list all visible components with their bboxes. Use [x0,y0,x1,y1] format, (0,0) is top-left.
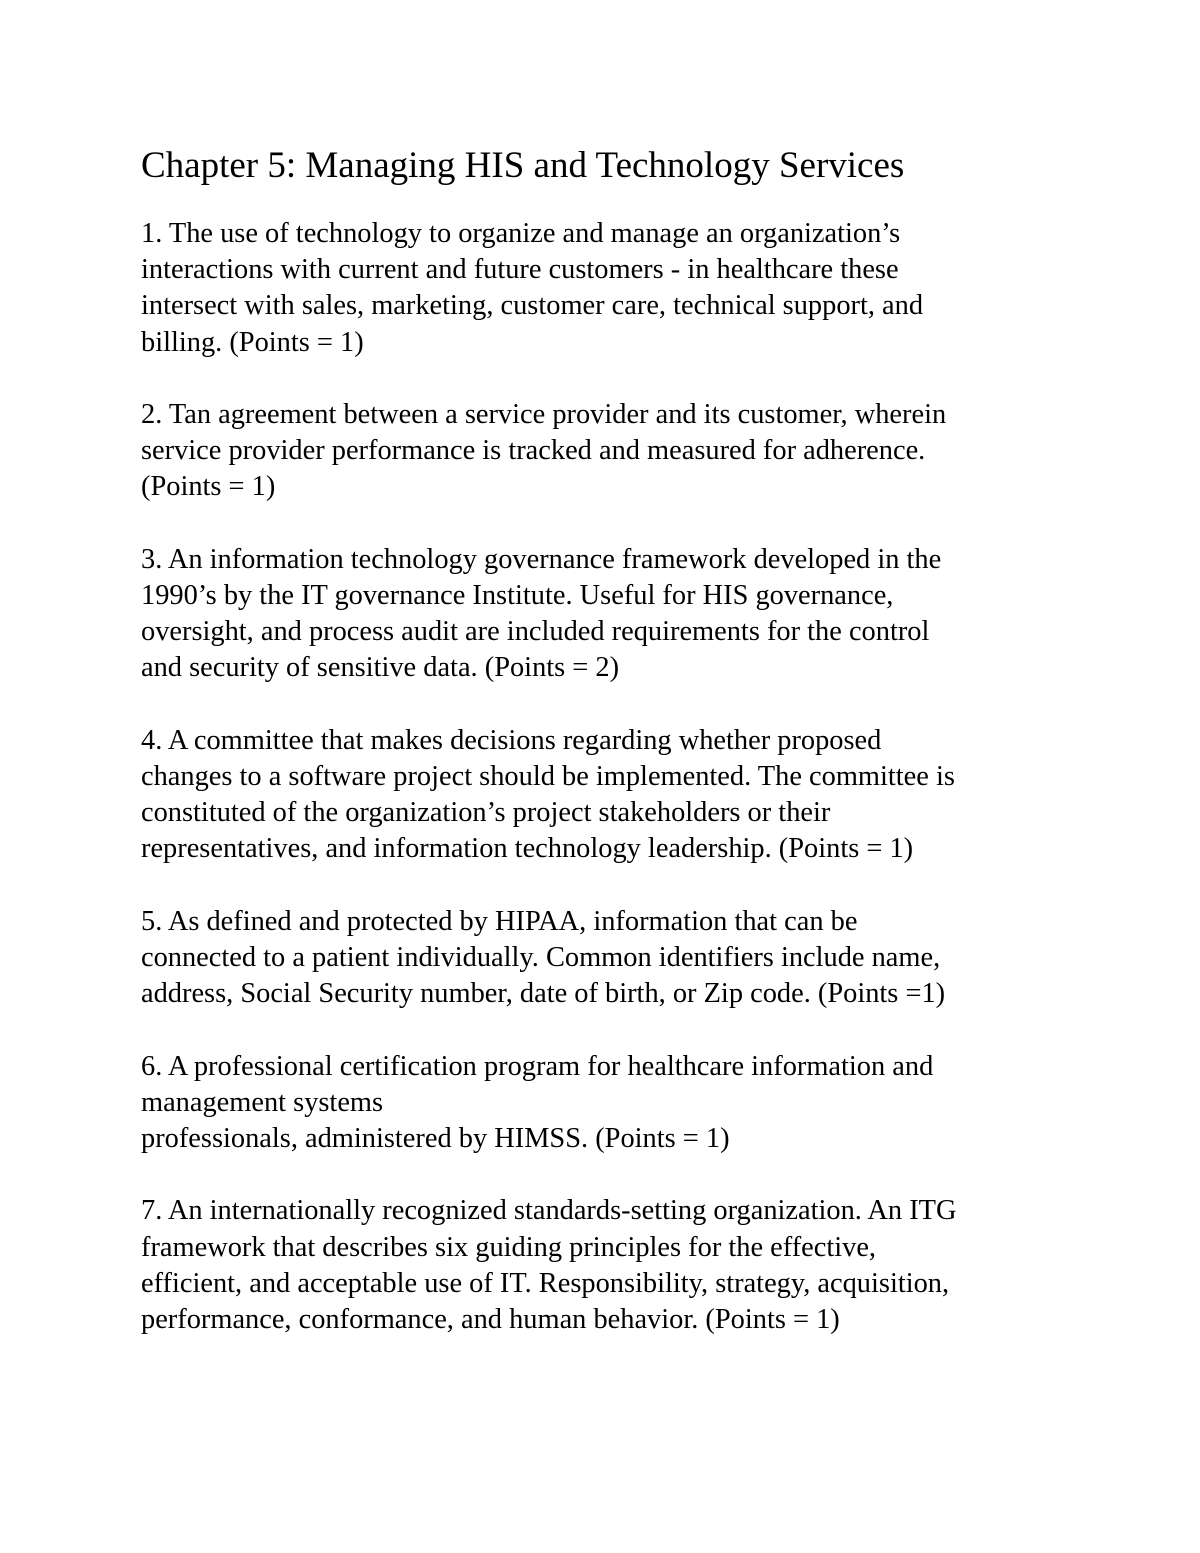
question-3-line: and security of sensitive data. (Points = 2) [141,652,620,684]
question-6-line: professionals, administered by HIMSS. (Points = 1) [141,1123,730,1154]
question-7-line: efficient, and acceptable use of IT. Responsibility, strategy, acquisition, [141,1267,950,1299]
question-2-line: (Points = 1) [141,471,276,503]
question-4-line: representatives, and information technology leadership. (Points = 1) [141,833,914,865]
question-3-line: 1990’s by the IT governance Institute. Useful for HIS governance, [141,580,894,611]
question-7 [141,1193,1071,1338]
question-1-line: intersect with sales, marketing, customer care, technical support, and [141,290,924,322]
question-7-line: 7. An internationally recognized standards-setting organization. An ITG [141,1195,957,1227]
question-6-line: management systems [141,1086,384,1118]
question-4-line: 4. A committee that makes decisions regarding whether proposed [141,724,882,756]
question-6-line: 6. A professional certification program for healthcare information and [141,1050,934,1082]
question-4 [141,723,1071,868]
question-7-line: framework that describes six guiding principles for the effective, [141,1231,877,1263]
question-1-line: 1. The use of technology to organize and manage an organization’s [141,218,901,249]
question-4-line: changes to a software project should be implemented. The committee is [141,761,955,792]
question-2 [141,397,1071,506]
question-7-line: performance, conformance, and human behavior. (Points = 1) [141,1304,840,1335]
question-3 [141,542,1071,687]
question-1 [141,216,1071,361]
question-5-line: address, Social Security number, date of birth, or Zip code. (Points =1) [141,978,946,1010]
document-page [141,142,1071,1374]
question-2-line: 2. Tan agreement between a service provider and its customer, wherein [141,399,947,430]
question-4-line: constituted of the organization’s project stakeholders or their [141,797,831,829]
question-6 [141,1049,1071,1158]
question-5-line: 5. As defined and protected by HIPAA, information that can be [141,905,858,937]
question-5-line: connected to a patient individually. Common identifiers include name, [141,942,941,973]
question-2-line: service provider performance is tracked and measured for adherence. [141,435,926,467]
document-title: Chapter 5: Managing HIS and Technology Services [141,145,905,186]
question-5 [141,904,1071,1013]
question-3-line: oversight, and process audit are included requirements for the control [141,616,930,648]
question-1-line: billing. (Points = 1) [141,326,364,358]
question-3-line: 3. An information technology governance framework developed in the [141,543,942,575]
question-1-line: interactions with current and future customers - in healthcare these [141,254,899,286]
